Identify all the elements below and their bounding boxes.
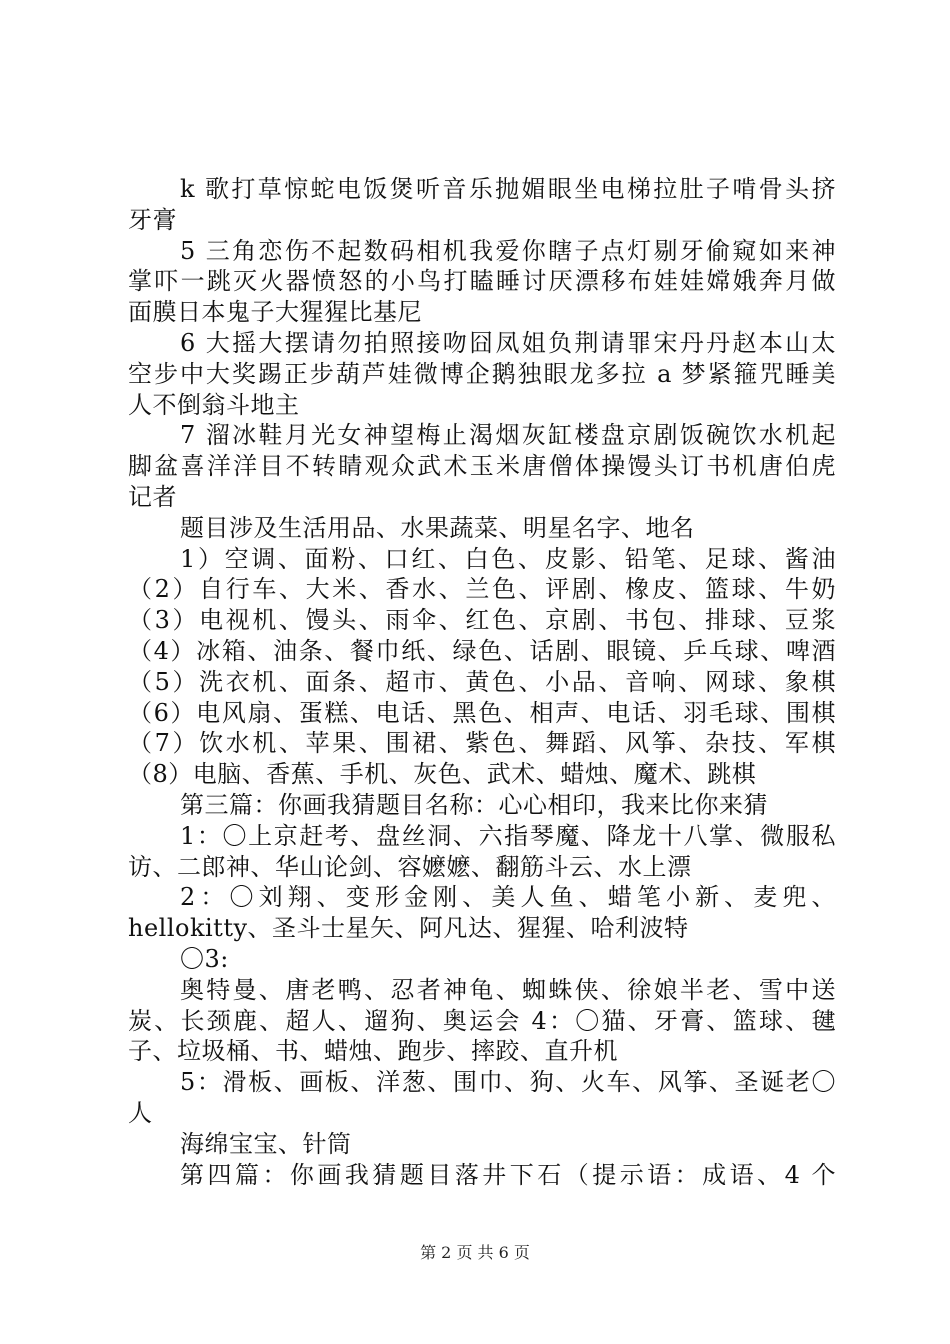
text-line: （3）电视机、馒头、雨伞、红色、京剧、书包、排球、豆浆 (128, 606, 836, 635)
text-line: k 歌打草惊蛇电饭煲听音乐抛媚眼坐电梯拉肚子啃骨头挤 (180, 175, 836, 203)
text-line: 人 (128, 1098, 153, 1127)
text-line: （5）洗衣机、面条、超市、黄色、小品、音响、网球、象棋 (128, 667, 836, 696)
text-line: 海绵宝宝、针筒 (180, 1129, 352, 1158)
text-line: 牙膏 (128, 205, 177, 234)
text-line: 空步中大奖踢正步葫芦娃微博企鹅独眼龙多拉 a 梦紧箍咒睡美 (128, 359, 836, 388)
text-line: 题目涉及生活用品、水果蔬菜、明星名字、地名 (180, 513, 695, 542)
text-line: 掌吓一跳灭火器愤怒的小鸟打瞌睡讨厌漂移布娃娃嫦娥奔月做 (128, 267, 836, 296)
text-line: 第三篇：你画我猜题目名称：心心相印，我来比你来猜 (180, 790, 768, 819)
text-line: 子、垃圾桶、书、蜡烛、跑步、摔跤、直升机 (128, 1037, 618, 1066)
document-body (128, 174, 836, 1190)
text-line: 第四篇：你画我猜题目落井下石（提示语：成语、4 个 (180, 1160, 836, 1189)
text-line: 5：滑板、画板、洋葱、围巾、狗、火车、风筝、圣诞老〇 (180, 1068, 836, 1097)
text-line: 6 大摇大摆请勿拍照接吻囧凤姐负荆请罪宋丹丹赵本山太 (180, 328, 836, 357)
text-line: （6）电风扇、蛋糕、电话、黑色、相声、电话、羽毛球、围棋 (128, 698, 836, 727)
text-line: 7 溜冰鞋月光女神望梅止渴烟灰缸楼盘京剧饭碗饮水机起 (180, 421, 836, 450)
text-line: 脚盆喜洋洋目不转睛观众武术玉米唐僧体操馒头订书机唐伯虎 (128, 452, 836, 481)
text-line: 人不倒翁斗地主 (128, 390, 300, 419)
page-number-label: 第 2 页 共 6 页 (420, 1243, 530, 1262)
text-line: （4）冰箱、油条、餐巾纸、绿色、话剧、眼镜、乒乓球、啤酒 (128, 636, 836, 665)
text-line: 炭、长颈鹿、超人、遛狗、奥运会 4：〇猫、牙膏、篮球、毽 (128, 1006, 836, 1035)
text-line: 奥特曼、唐老鸭、忍者神龟、蜘蛛侠、徐娘半老、雪中送 (180, 975, 836, 1004)
text-line: 1：〇上京赶考、盘丝洞、六指琴魔、降龙十八掌、微服私 (180, 821, 836, 850)
page-footer (0, 1240, 950, 1263)
text-line: 〇3: (180, 944, 229, 973)
text-line: （8）电脑、香蕉、手机、灰色、武术、蜡烛、魔术、跳棋 (128, 760, 757, 789)
text-line: 2：〇刘翔、变形金刚、美人鱼、蜡笔小新、麦兜、 (180, 883, 836, 912)
text-line: 面膜日本鬼子大猩猩比基尼 (128, 298, 422, 327)
text-line: 访、二郎神、华山论剑、容嬷嬷、翻筋斗云、水上漂 (128, 852, 692, 881)
text-line: （2）自行车、大米、香水、兰色、评剧、橡皮、篮球、牛奶 (128, 575, 836, 604)
text-line: 5 三角恋伤不起数码相机我爱你瞎子点灯剔牙偷窥如来神 (180, 236, 836, 265)
text-line: （7）饮水机、苹果、围裙、紫色、舞蹈、风筝、杂技、军棋 (128, 729, 836, 758)
text-line: 记者 (128, 482, 177, 511)
text-line: 1）空调、面粉、口红、白色、皮影、铅笔、足球、酱油 (180, 544, 836, 573)
text-line: hellokitty、圣斗士星矢、阿凡达、猩猩、哈利波特 (128, 914, 689, 943)
